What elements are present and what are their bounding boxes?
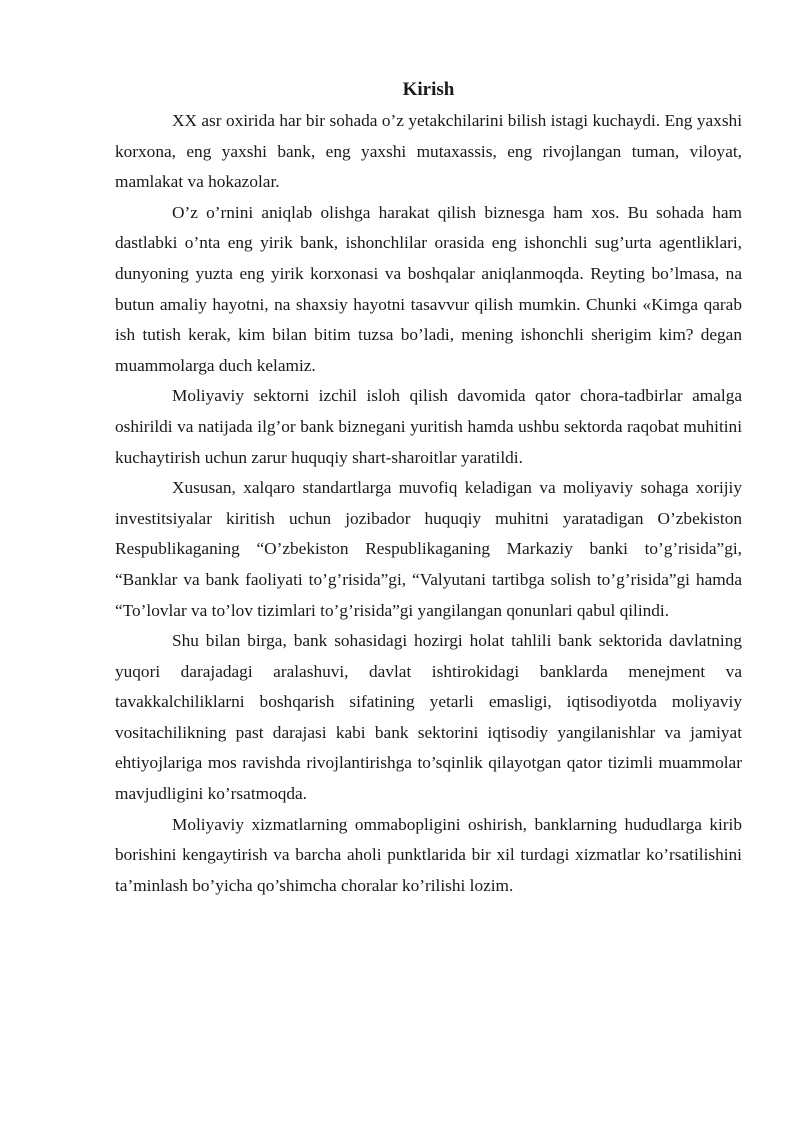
paragraph: Shu bilan birga, bank sohasidagi hozirgi holat tahlili bank sektorida davlatning yuqori darajadagi aralashuvi, davlat ishtirokidagi banklarda menejment va tavakkalchiliklarni boshqarish sifatining yetarli emasligi, iqtisodiyotda moliyaviy vositachilikning past darajasi kabi bank sektorini iqtisodiy yangilanishlar va jamiyat ehtiyojlariga mos ravishda rivojlantirishga to’sqinlik qilayotgan qator tizimli muammolar mavjudligini ko’rsatmoqda.: [115, 631, 742, 804]
paragraph: O’z o’rnini aniqlab olishga harakat qilish biznesga ham xos. Bu sohada ham dastlabki o’nta eng yirik bank, ishonchlilar orasida eng ishonchli sug’urta agentliklari, dunyoning yuzta eng yirik korxonasi va boshqalar aniqlanmoqda. Reyting bo’lmasa, na butun amaliy hayotni, na shaxsiy hayotni tasavvur qilish mumkin. Chunki «Kimga qarab ish tutish kerak, kim bilan bitim tuzsa bo’ladi, mening ishonchli sherigim kim? degan muammolarga duch kelamiz.: [115, 202, 742, 375]
paragraph: Xususan, xalqaro standartlarga muvofiq keladigan va moliyaviy sohaga xorijiy investitsiyalar kiritish uchun jozibador huquqiy muhitni yaratadigan O’zbekiston Respublikaganing “O’zbekiston Respublikaganing Markaziy banki to’g’risida”gi, “Banklar va bank faoliyati to’g’risida”gi, “Valyutani tartibga solish to’g’risida”gi hamda “To’lovlar va to’lov tizimlari to’g’risida”gi yangilangan qonunlari qabul qilindi.: [115, 478, 742, 620]
paragraph: Moliyaviy sektorni izchil isloh qilish davomida qator chora-tadbirlar amalga oshirildi va natijada ilg’or bank biznegani yuritish hamda ushbu sektorda raqobat muhitini kuchaytirish uchun zarur huquqiy shart-sharoitlar yaratildi.: [115, 386, 742, 467]
paragraph: Moliyaviy xizmatlarning ommabopligini oshirish, banklarning hududlarga kirib borishini kengaytirish va barcha aholi punktlarida bir xil turdagi xizmatlar ko’rsatilishini ta’minlash bo’yicha qo’shimcha choralar ko’rilishi lozim.: [115, 814, 742, 895]
document-body: [115, 76, 742, 901]
page-title: Kirish: [402, 79, 455, 100]
paragraph: XX asr oxirida har bir sohada o’z yetakchilarini bilish istagi kuchaydi. Eng yaxshi korxona, eng yaxshi bank, eng yaxshi mutaxassis, eng rivojlangan tuman, viloyat, mamlakat va hokazolar.: [115, 111, 742, 192]
